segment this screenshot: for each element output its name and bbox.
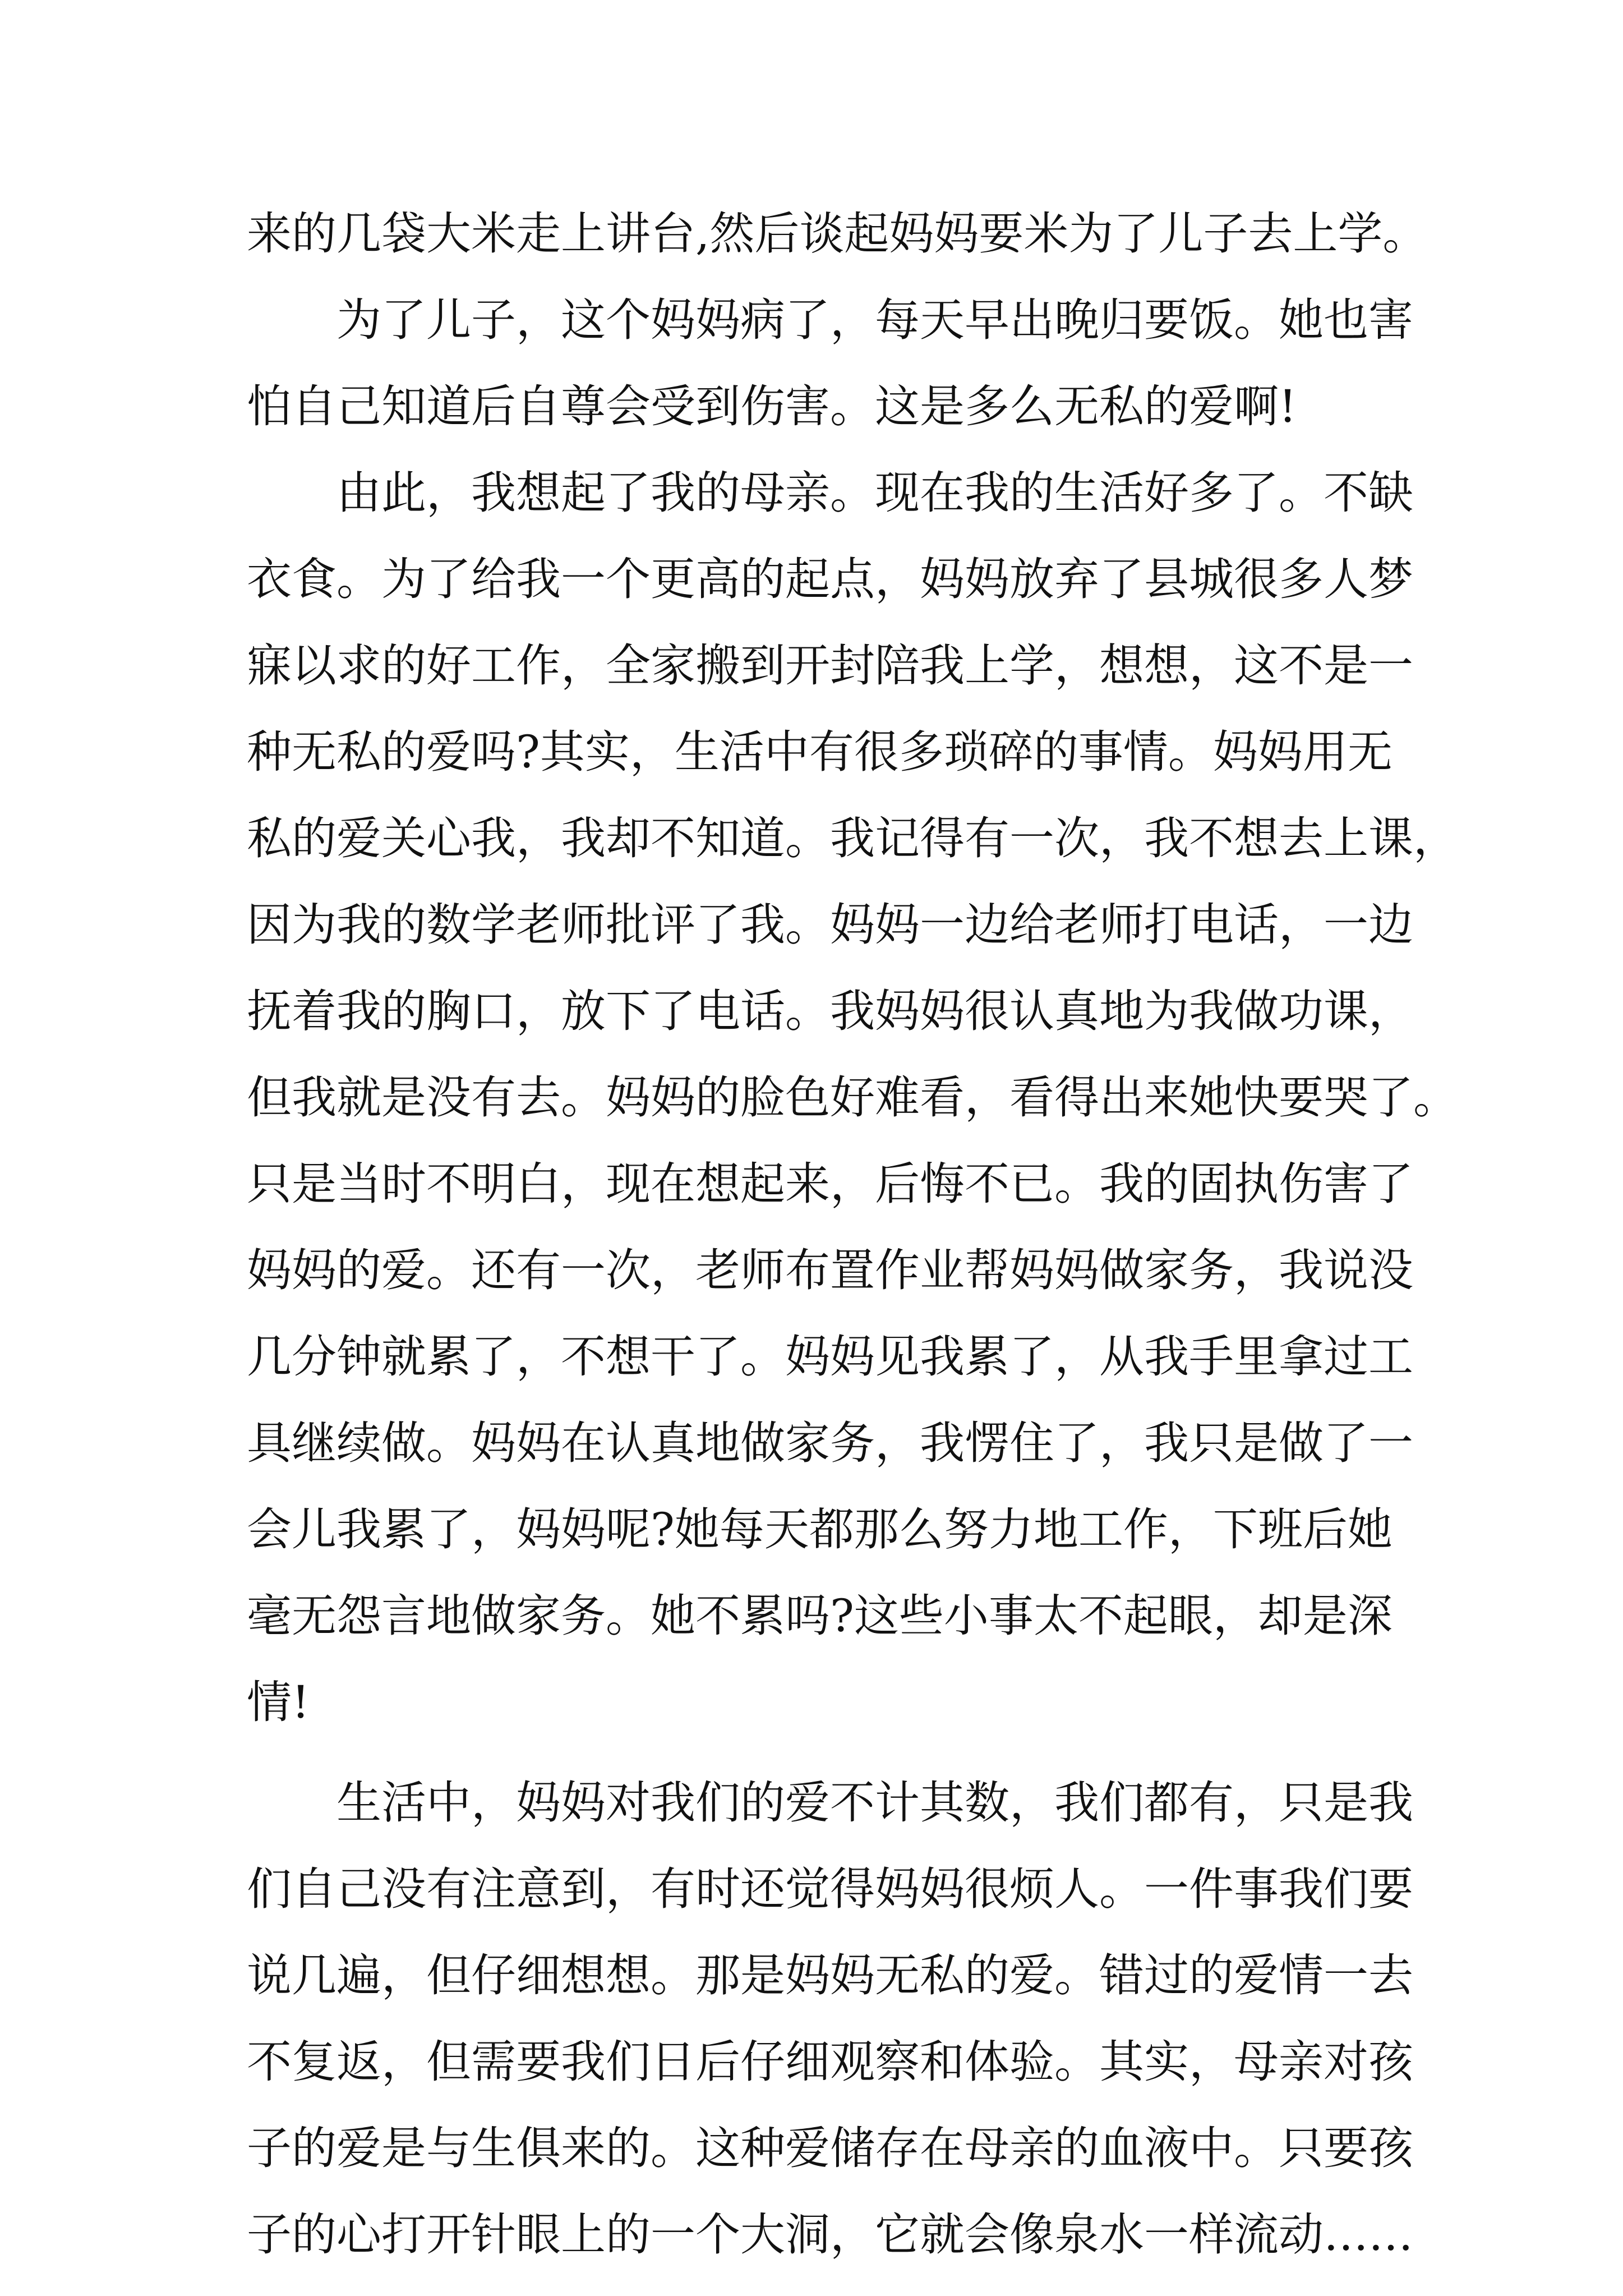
text-line: 私的爱关心我，我却不知道。我记得有一次，我不想去上课， [247,812,1458,864]
text-line: 寐以求的好工作，全家搬到开封陪我上学，想想，这不是一 [247,639,1413,692]
document-body [247,191,1458,2278]
text-line: 们自己没有注意到，有时还觉得妈妈很烦人。一件事我们要 [247,1863,1413,1915]
text-line: 只是当时不明白，现在想起来，后悔不已。我的固执伤害了 [247,1158,1413,1210]
text-line: 毫无怨言地做家务。她不累吗?这些小事太不起眼，却是深 [247,1590,1393,1642]
paragraph-start-line: 为了儿子，这个妈妈病了，每天早出晚归要饭。她也害 [336,294,1413,346]
text-line: 子的爱是与生俱来的。这种爱储存在母亲的血液中。只要孩 [247,2122,1413,2174]
text-line: 说几遍，但仔细想想。那是妈妈无私的爱。错过的爱情一去 [247,1949,1413,2001]
text-line: 具继续做。妈妈在认真地做家务，我愣住了，我只是做了一 [247,1417,1413,1469]
text-line: 妈妈的爱。还有一次，老师布置作业帮妈妈做家务，我说没 [247,1244,1413,1296]
text-line: 会儿我累了，妈妈呢?她每天都那么努力地工作，下班后她 [247,1503,1393,1556]
text-line: 衣食。为了给我一个更高的起点，妈妈放弃了县城很多人梦 [247,553,1413,605]
paragraph-start-line: 生活中，妈妈对我们的爱不计其数，我们都有，只是我 [336,1777,1413,1829]
paragraph-start-line: 由此，我想起了我的母亲。现在我的生活好多了。不缺 [336,467,1413,519]
text-line: 几分钟就累了，不想干了。妈妈见我累了，从我手里拿过工 [247,1331,1413,1383]
text-line: 因为我的数学老师批评了我。妈妈一边给老师打电话，一边 [247,899,1413,951]
text-line: 但我就是没有去。妈妈的脸色好难看，看得出来她快要哭了。 [247,1071,1458,1124]
text-line: 情! [247,1676,310,1728]
text-line: 来的几袋大米走上讲台,然后谈起妈妈要米为了儿子去上学。 [247,208,1428,260]
text-line: 种无私的爱吗?其实，生活中有很多琐碎的事情。妈妈用无 [247,726,1393,778]
text-line: 子的心打开针眼上的一个大洞，它就会像泉水一样流动…… [247,2208,1413,2261]
text-line: 不复返，但需要我们日后仔细观察和体验。其实，母亲对孩 [247,2036,1413,2088]
text-line: 怕自己知道后自尊会受到伤害。这是多么无私的爱啊! [247,380,1297,432]
text-line: 抚着我的胸口，放下了电话。我妈妈很认真地为我做功课， [247,985,1413,1037]
